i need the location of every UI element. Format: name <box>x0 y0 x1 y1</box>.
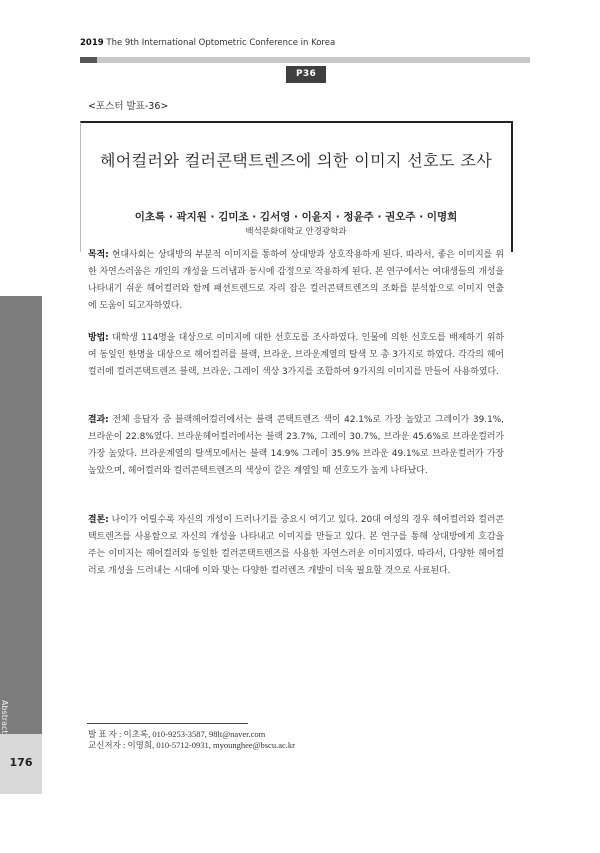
session-label: <포스터 발표-36> <box>88 101 169 112</box>
paper-title: 헤어컬러와 컬러콘택트렌즈에 의한 이미지 선호도 조사 <box>99 151 493 170</box>
section-conclusion-head: 결론: <box>88 515 109 525</box>
section-method-head: 방법: <box>88 333 109 343</box>
header-bar <box>97 57 530 63</box>
conference-year: 2019 <box>80 38 104 48</box>
section-conclusion-body: 나이가 어릴수록 자신의 개성이 드러나기를 중요시 여기고 있다. 20대 여성의 경우 헤어컬러와 컬러콘택트렌즈를 사용함으로 자신의 개성을 나타내고 이미지를 만들고 있다. 본 연구를 통해 상대방에게 호감을 주는 이미지는 헤어컬러와 동일한 컬러콘택트렌즈를 사용한 자연스러운 이미지였다. 따라서, 다양한 헤어컬러로 개성을 드러내는 시대에 이와 맞는 다양한 컬러렌즈 개발이 더욱 필요할 것으로 사료된다. <box>88 515 504 576</box>
footnote-corresponding: 교신저자 : 이명희, 010-5712-0931, myounghee@bscu.ac.kr <box>88 740 295 750</box>
section-results-head: 결과: <box>88 415 109 425</box>
page-number: 176 <box>9 756 33 769</box>
section-purpose-body: 현대사회는 상대방의 부분적 이미지를 통하여 상대방과 상호작용하게 된다. 따라서, 좋은 이미지를 위한 자연스러움은 개인의 개성을 드러냄과 동시에 감정으로 작용하게 된다. 본 연구에서는 여대생들의 개성을 나타내기 쉬운 헤어컬러와 함께 패션트렌드로 자리 잡은 컬러콘택트렌즈의 조화를 분석함으로 이미지 연출에 도움이 되고자하였다. <box>88 250 504 311</box>
section-purpose <box>88 247 504 315</box>
footnote-presenter: 발 표 자 : 이초록, 010-9253-3587, 98lt@naver.com <box>88 729 266 739</box>
paper-authors: 이초록 · 곽지원 · 김미조 · 김서영 · 이윤지 · 정윤주 · 권오주 · 이명희 <box>134 211 458 223</box>
paper-affiliation: 백석문화대학교 안경광학과 <box>245 227 347 237</box>
footnote <box>88 729 295 751</box>
conference-name: The 9th International Optometric Conference in Korea <box>103 38 336 48</box>
section-method <box>88 330 504 381</box>
poster-tag: P36 <box>286 66 326 83</box>
section-results <box>88 412 504 480</box>
side-tab <box>0 296 42 734</box>
footnote-divider <box>87 723 248 724</box>
side-tab-label: Abstract <box>0 700 9 734</box>
header-bar-accent <box>80 57 97 63</box>
conference-header <box>80 38 335 48</box>
section-results-body: 전체 응답자 중 블랙헤어컬러에서는 블랙 콘택트렌즈 색이 42.1%로 가장 높았고 그레이가 39.1%, 브라운이 22.8%였다. 브라운헤어컬러에서는 블랙 23.7%, 그레이 30.7%, 브라운 45.6%로 브라운컬러가 가장 높았다. 브라운계열의 탈색모에서는 블랙 14.9% 그레이 35.9% 브라운 49.1%로 브라운컬러가 가장 높았으며, 헤어컬러와 컬러콘택트렌즈의 색상이 같은 계열일 때 선호도가 높게 나타났다. <box>88 415 504 476</box>
section-conclusion <box>88 512 504 580</box>
section-method-body: 대학생 114명을 대상으로 이미지에 대한 선호도를 조사하였다. 인물에 의한 선호도를 배제하기 위하여 동일인 한명을 대상으로 헤어컬러를 블랙, 브라운, 브라운계열의 탈색 모 총 3가지로 하였다. 각각의 헤어컬러에 컬러콘택트렌즈 블랙, 브라운, 그레이 색상 3가지를 조합하여 9가지의 이미지를 만들어 사용하였다. <box>88 333 504 377</box>
section-purpose-head: 목적: <box>88 250 109 260</box>
